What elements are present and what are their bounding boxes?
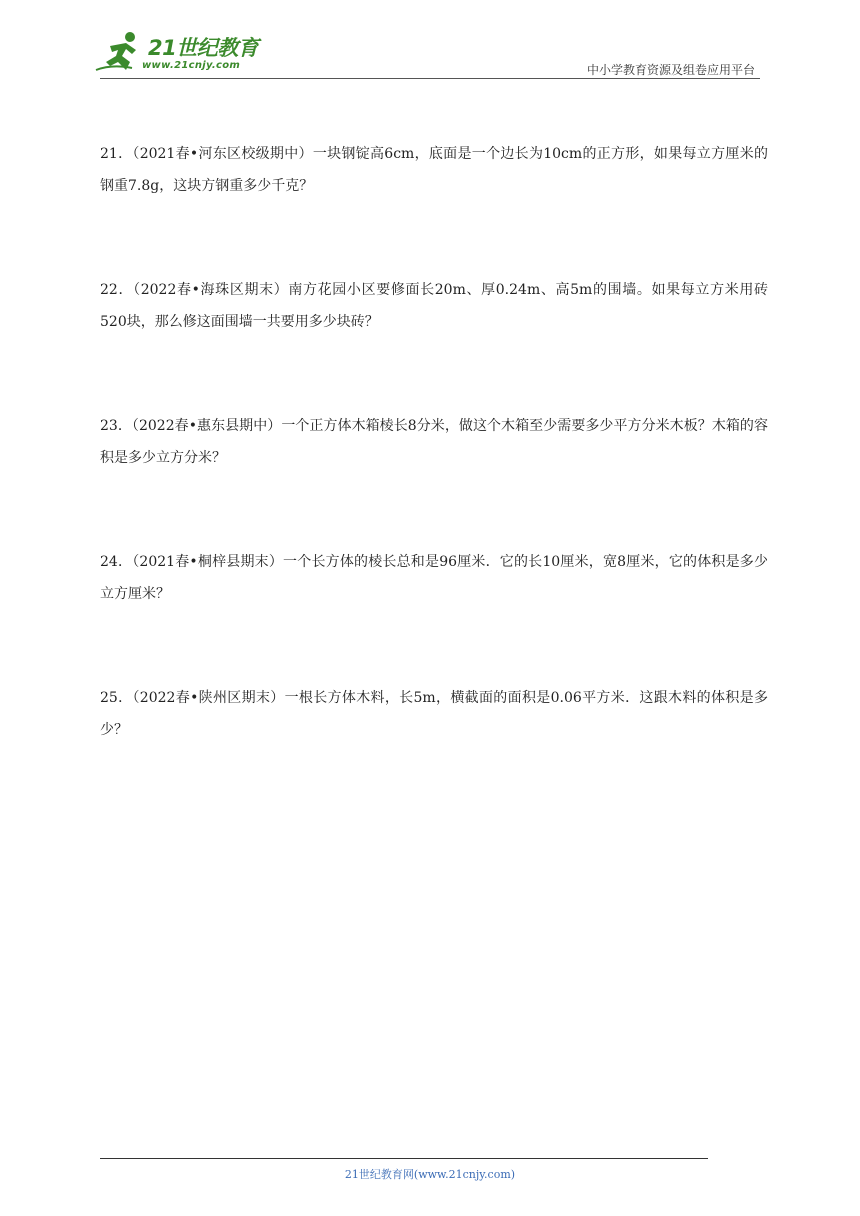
question-number: 24． (100, 554, 133, 570)
question-body: （2021春•桐梓县期末）一个长方体的棱长总和是96厘米．它的长10厘米，宽8厘米，它的体积是多少立方厘米？ (100, 554, 769, 602)
footer-divider (100, 1158, 708, 1159)
question-body: （2021春•河东区校级期中）一块钢锭高6cm，底面是一个边长为10cm的正方形，如果每立方厘米的钢重7.8g，这块方钢重多少千克？ (100, 146, 768, 194)
question-body: （2022春•海珠区期末）南方花园小区要修面长20m、厚0.24m、高5m的围墙。如果每立方米用砖520块，那么修这面围墙一共要用多少块砖？ (100, 282, 768, 330)
question-item (100, 546, 768, 682)
question-number: 22． (100, 282, 134, 298)
question-number: 21． (100, 146, 133, 162)
question-text (100, 682, 768, 746)
footer-link[interactable]: 21世纪教育网(www.21cnjy.com) (344, 1168, 516, 1181)
logo-text: 21世纪教育 (148, 36, 259, 60)
question-text (100, 546, 768, 610)
question-item (100, 274, 768, 410)
question-item (100, 682, 768, 818)
question-text (100, 274, 768, 338)
question-body: （2022春•惠东县期中）一个正方体木箱棱长8分米，做这个木箱至少需要多少平方分米木板？木箱的容积是多少立方分米？ (100, 418, 768, 466)
question-item (100, 138, 768, 274)
header-platform-text: 中小学教育资源及组卷应用平台 (586, 63, 755, 77)
question-number: 23． (100, 418, 132, 434)
page-header (0, 0, 860, 80)
logo (92, 30, 262, 78)
question-list (100, 138, 768, 818)
question-body: （2022春•陕州区期末）一根长方体木料，长5m，横截面的面积是0.06平方米．这跟木料的体积是多少？ (100, 690, 768, 738)
question-item (100, 410, 768, 546)
logo-url: www.21cnjy.com (142, 60, 241, 71)
header-divider (100, 78, 760, 79)
question-text (100, 410, 768, 474)
question-number: 25． (100, 690, 133, 706)
question-text (100, 138, 768, 202)
